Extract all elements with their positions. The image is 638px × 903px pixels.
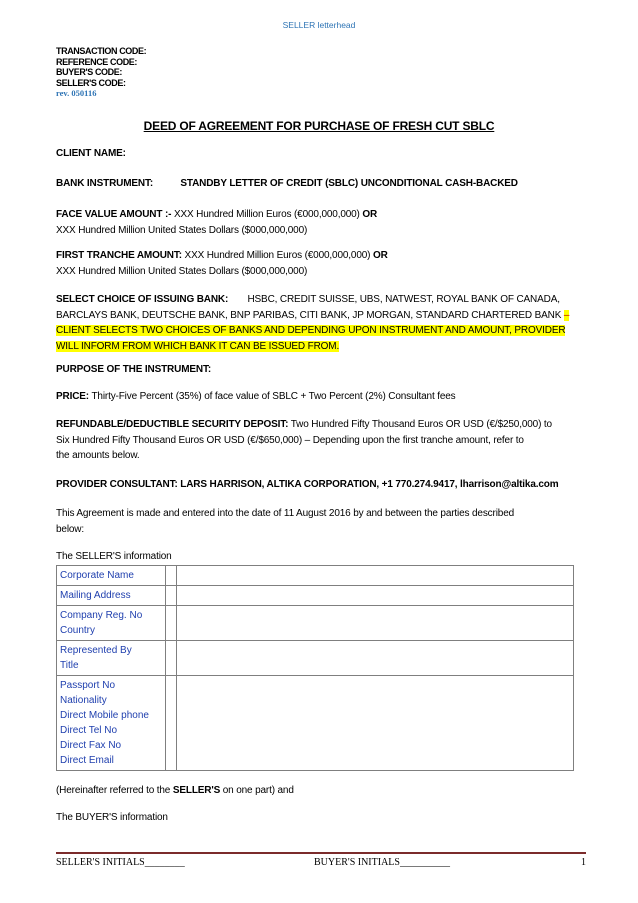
purpose-row [56, 362, 588, 378]
seller-field-label-line: Represented By [60, 645, 132, 656]
security-deposit-line-3: the amounts below. [56, 450, 140, 461]
first-tranche-label: FIRST TRANCHE AMOUNT: [56, 250, 182, 261]
seller-table-row [57, 606, 574, 641]
revision-number: rev. 050116 [56, 88, 97, 98]
seller-initials-field: SELLER'S INITIALS________ [56, 857, 185, 868]
footer-divider [56, 852, 586, 854]
document-title: DEED OF AGREEMENT FOR PURCHASE OF FRESH CUT SBLC [143, 119, 495, 133]
client-name-row [56, 146, 588, 162]
seller-field-value[interactable] [177, 676, 574, 771]
seller-info-heading: The SELLER'S information [56, 551, 172, 562]
first-tranche-dollars: XXX Hundred Million United States Dollars ($000,000,000) [56, 265, 308, 277]
buyer-info-heading: The BUYER'S information [56, 812, 168, 823]
issuing-bank-note-2: WILL INFORM FROM WHICH BANK IT CAN BE ISSUED FROM. [56, 340, 340, 352]
issuing-bank-list-2: BARCLAYS BANK, DEUTSCHE BANK, BNP PARIBAS, CITI BANK, JP MORGAN, STANDARD CHARTERED BANK [56, 309, 564, 321]
reference-code-label: REFERENCE CODE: [56, 56, 138, 67]
hereinafter-line [56, 783, 588, 799]
hereinafter-post: on one part) and [220, 785, 294, 796]
price-row [56, 389, 588, 405]
seller-field-value[interactable] [177, 641, 574, 676]
agreement-line-2: below: [56, 523, 85, 535]
security-deposit-line-2: Six Hundred Fifty Thousand Euros OR USD (€/$650,000) – Depending upon the first tranche amount, refer to [56, 434, 524, 446]
face-value-block [56, 207, 588, 238]
seller-field-value[interactable] [177, 586, 574, 606]
provider-consultant: PROVIDER CONSULTANT: LARS HARRISON, ALTIKA CORPORATION, +1 770.274.9417, lharrison@altika.com [56, 479, 559, 490]
purpose-label: PURPOSE OF THE INSTRUMENT: [56, 364, 211, 375]
first-tranche-euros: XXX Hundred Million Euros (€000,000,000) [181, 250, 373, 261]
buyer-code-label: BUYER'S CODE: [56, 67, 122, 77]
seller-field-label-line: Nationality [60, 695, 107, 706]
seller-field-label-line: Passport No [60, 680, 116, 691]
issuing-bank-note-1: CLIENT SELECTS TWO CHOICES OF BANKS AND DEPENDING UPON INSTRUMENT AND AMOUNT, PROVIDER [56, 325, 566, 336]
buyer-initials-field: BUYER'S INITIALS__________ [314, 857, 450, 868]
seller-field-spacer [166, 641, 177, 676]
issuing-bank-list-1: HSBC, CREDIT SUISSE, UBS, NATWEST, ROYAL BANK OF CANADA, [247, 294, 560, 305]
bank-instrument-label: BANK INSTRUMENT: [56, 178, 154, 189]
seller-info-table [56, 565, 574, 771]
price-label: PRICE: [56, 391, 89, 402]
letterhead: SELLER letterhead [282, 20, 356, 30]
hereinafter-pre: (Hereinafter referred to the [56, 785, 173, 796]
face-value-label: FACE VALUE AMOUNT :- [56, 209, 172, 220]
seller-field-label-line: Direct Email [60, 755, 114, 766]
seller-field-label-line: Direct Tel No [60, 725, 118, 736]
seller-table-row [57, 676, 574, 771]
price-value: Thirty-Five Percent (35%) of face value of SBLC + Two Percent (2%) Consultant fees [89, 391, 456, 402]
issuing-bank-block [56, 292, 588, 354]
seller-field-label [57, 641, 166, 676]
seller-field-spacer [166, 676, 177, 771]
transaction-code-label: TRANSACTION CODE: [56, 46, 147, 56]
page-number: 1 [581, 857, 586, 868]
seller-field-value[interactable] [177, 606, 574, 641]
face-value-or: OR [362, 209, 378, 220]
seller-field-spacer [166, 586, 177, 606]
seller-field-spacer [166, 566, 177, 586]
security-deposit-label: REFUNDABLE/DEDUCTIBLE SECURITY DEPOSIT: [56, 419, 289, 430]
seller-field-label-line: Title [60, 660, 79, 671]
security-deposit-block [56, 417, 588, 464]
face-value-dollars: XXX Hundred Million United States Dollars ($000,000,000) [56, 224, 308, 236]
first-tranche-or: OR [372, 250, 388, 261]
agreement-paragraph [56, 506, 588, 537]
seller-field-label-line: Mailing Address [60, 590, 131, 601]
seller-field-label [57, 566, 166, 586]
client-name-label: CLIENT NAME: [56, 148, 126, 159]
seller-field-spacer [166, 606, 177, 641]
seller-field-label [57, 676, 166, 771]
seller-field-label-line: Direct Fax No [60, 740, 122, 751]
seller-table-row [57, 641, 574, 676]
issuing-bank-label: SELECT CHOICE OF ISSUING BANK: [56, 294, 229, 305]
seller-table-row [57, 566, 574, 586]
first-tranche-block [56, 248, 588, 279]
seller-table-row [57, 586, 574, 606]
hereinafter-seller: SELLER'S [172, 785, 221, 796]
seller-field-label [57, 586, 166, 606]
security-deposit-line-1: Two Hundred Fifty Thousand Euros OR USD (€/$250,000) to [288, 419, 552, 430]
seller-field-label-line: Country [60, 625, 96, 636]
seller-field-label-line: Corporate Name [60, 570, 134, 581]
bank-instrument-row [56, 176, 588, 192]
face-value-euros: XXX Hundred Million Euros (€000,000,000) [171, 209, 363, 220]
page-footer [56, 857, 586, 871]
agreement-line-1: This Agreement is made and entered into the date of 11 August 2016 by and between the parties described [56, 508, 515, 519]
code-block [56, 46, 146, 99]
bank-instrument-value: STANDBY LETTER OF CREDIT (SBLC) UNCONDITIONAL CASH-BACKED [180, 178, 518, 189]
seller-field-label-line: Direct Mobile phone [60, 710, 149, 721]
issuing-bank-dash: – [563, 309, 570, 321]
seller-code-label: SELLER'S CODE: [56, 77, 126, 88]
seller-field-label-line: Company Reg. No [60, 610, 143, 621]
seller-field-value[interactable] [177, 566, 574, 586]
seller-field-label [57, 606, 166, 641]
